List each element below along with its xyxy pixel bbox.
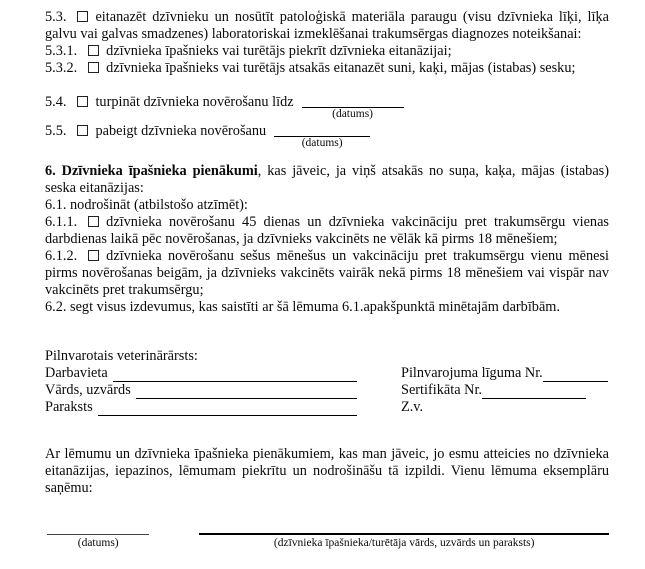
item-6-1-1	[45, 214, 609, 248]
section-6-heading-rest: , kas jāveic, ja viņš atsakās no suņa, kaķa, mājas (istabas) seska eitanāzijas:	[45, 163, 610, 196]
item-5-4-number: 5.4.	[45, 94, 67, 110]
checkbox-5-3-1[interactable]	[88, 45, 99, 56]
workplace-label: Darbavieta	[45, 365, 108, 381]
certificate-label: Sertifikāta Nr.	[401, 382, 482, 398]
section-6-heading	[45, 163, 609, 197]
item-5-3-1-number: 5.3.1.	[45, 43, 78, 59]
item-6-1-2	[45, 248, 609, 299]
signature-field[interactable]	[98, 401, 357, 416]
item-5-4-text: turpināt dzīvnieka novērošanu līdz	[95, 94, 294, 110]
signature-label: Paraksts	[45, 399, 93, 415]
veterinarian-right-column	[401, 365, 609, 416]
date-signature-column	[47, 525, 149, 550]
workplace-field[interactable]	[113, 367, 357, 382]
item-5-3-1-text: dzīvnieka īpašnieks vai turētājs piekrīt dzīvnieka eitanāzijai;	[106, 43, 452, 59]
name-surname-label: Vārds, uzvārds	[45, 382, 131, 398]
checkbox-5-4[interactable]	[77, 96, 88, 107]
item-5-5-number: 5.5.	[45, 123, 67, 139]
date-field-5-4[interactable]	[302, 94, 404, 108]
date-signature-field[interactable]	[47, 525, 149, 535]
item-5-3-2	[45, 60, 609, 77]
item-6-1-1-text: dzīvnieka novērošanu 45 dienas un dzīvnieka vakcināciju pret trakumsērgu vienas darbdienas laikā pēc novērošanas, ja dzīvnieks vakcinēts ne vēlāk kā pirms 18 mēnešiem;	[45, 214, 609, 247]
certificate-row	[401, 382, 609, 399]
item-5-3-text: eitanazēt dzīvnieku un nosūtīt patoloģiskā materiāla paraugu (visu dzīvnieka līķi, līķa galvu vai galvas smadzenes) laboratoriskai izmeklēšanai trakumsērgas diagnozes noteikšanai:	[45, 9, 609, 42]
checkbox-6-1-2[interactable]	[88, 250, 99, 261]
certificate-field[interactable]	[482, 384, 586, 399]
signature-row	[45, 399, 357, 416]
item-6-1-2-number: 6.1.2.	[45, 248, 78, 264]
name-surname-field[interactable]	[136, 384, 357, 399]
authorization-contract-field[interactable]	[543, 367, 608, 382]
date-blank-5-5-label: (datums)	[301, 137, 343, 149]
item-5-5-text: pabeigt dzīvnieka novērošanu	[95, 123, 267, 139]
date-blank-5-5	[274, 123, 370, 150]
owner-signature-column	[199, 525, 609, 550]
stamp-label: Z.v.	[401, 399, 424, 415]
item-6-1: 6.1. nodrošināt (atbilstošo atzīmēt):	[45, 197, 248, 213]
signature-block	[45, 525, 609, 550]
checkbox-5-5[interactable]	[77, 125, 88, 136]
date-blank-5-4-label: (datums)	[332, 108, 374, 120]
closing-paragraph: Ar lēmumu un dzīvnieka īpašnieka pienākumiem, kas man jāveic, jo esmu atteicies no dzīvnieka eitanāzijas, iepazinos, lēmumam piekrītu un nodrošināšu tā izpildi. Vienu lēmuma eksemplāru saņēmu:	[45, 446, 609, 496]
item-6-1-1-number: 6.1.1.	[45, 214, 78, 230]
veterinarian-grid	[45, 365, 609, 416]
item-5-3	[45, 9, 609, 43]
item-5-3-2-number: 5.3.2.	[45, 60, 78, 76]
date-blank-5-4	[302, 94, 404, 121]
item-5-3-2-text: dzīvnieka īpašnieks vai turētājs atsakās eitanazēt suni, kaķi, mājas (istabas) sesku;	[106, 60, 576, 76]
checkbox-6-1-1[interactable]	[88, 216, 99, 227]
item-6-2: 6.2. segt visus izdevumus, kas saistīti ar šā lēmuma 6.1.apakšpunktā minētajām darbībām.	[45, 299, 560, 315]
stamp-row	[401, 399, 609, 416]
item-5-3-number: 5.3.	[45, 9, 67, 25]
spacer	[45, 77, 609, 94]
authorization-contract-label: Pilnvarojuma līguma Nr.	[401, 365, 543, 381]
owner-signature-label: (dzīvnieka īpašnieka/turētāja vārds, uzvārds un paraksts)	[273, 537, 535, 549]
name-surname-row	[45, 382, 357, 399]
veterinarian-block	[45, 348, 609, 416]
veterinarian-left-column	[45, 365, 357, 416]
date-field-5-5[interactable]	[274, 123, 370, 137]
authorization-contract-row	[401, 365, 609, 382]
owner-signature-field[interactable]	[199, 525, 609, 535]
workplace-row	[45, 365, 357, 382]
item-5-5	[45, 123, 609, 150]
veterinarian-title: Pilnvarotais veterinārārsts:	[45, 348, 198, 364]
item-6-1-2-text: dzīvnieka novērošanu sešus mēnešus un vakcināciju pret trakumsērgu vienu mēnesi pirms novērošanas beigām, ja dzīvnieks vakcinēts vairāk nekā pirms 18 mēnešiem vai vispār nav vakcinēts pret trakumsērgu;	[45, 248, 609, 298]
checkbox-5-3[interactable]	[77, 11, 88, 22]
date-signature-label: (datums)	[77, 537, 119, 549]
item-5-4	[45, 94, 609, 121]
item-5-3-1	[45, 43, 609, 60]
section-6-heading-bold: 6. Dzīvnieka īpašnieka pienākumi	[45, 163, 258, 179]
checkbox-5-3-2[interactable]	[88, 62, 99, 73]
